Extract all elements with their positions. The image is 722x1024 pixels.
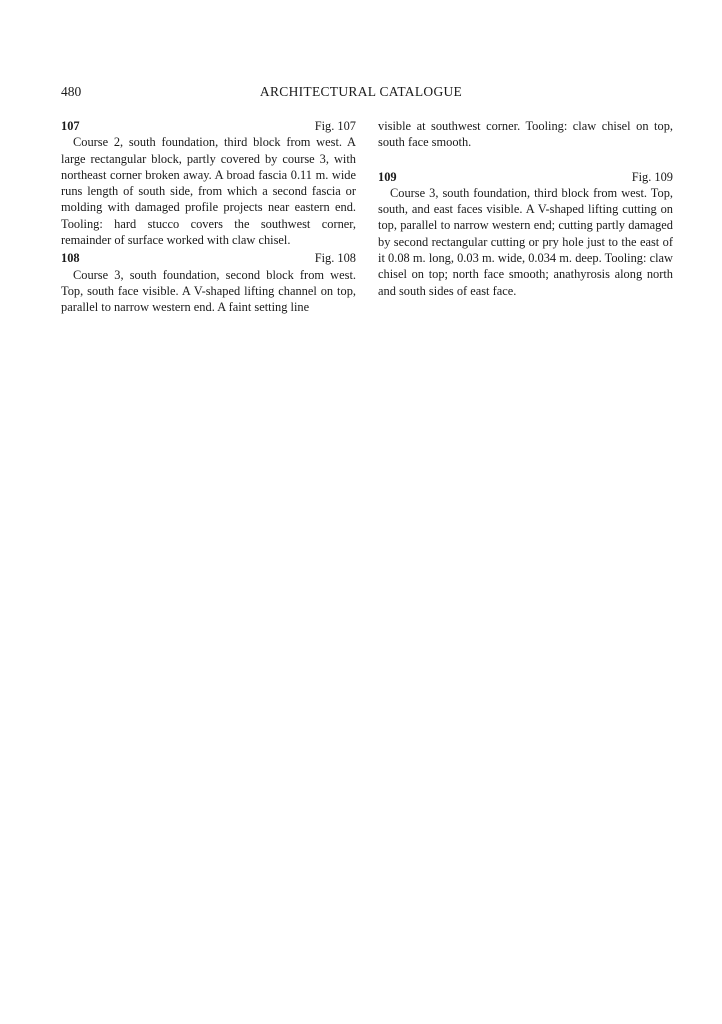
entry-108-continuation xyxy=(378,118,673,151)
entry-109 xyxy=(378,169,673,299)
left-column xyxy=(61,118,356,316)
entry-number: 109 xyxy=(378,169,397,184)
entry-heading xyxy=(378,169,673,185)
entry-text: Course 3, south foundation, second block from west. Top, south face visible. A V-shaped lifting channel on top, parallel to narrow western end. A faint setting line xyxy=(61,267,356,315)
entry-heading xyxy=(61,118,356,134)
entry-body xyxy=(61,134,356,248)
entry-text: Course 3, south foundation, third block from west. Top, south, and east faces visible. A V-shaped lifting cutting on top, parallel to narrow western end; cutting partly damaged by second rectangular cutting or pry hole just to the east of it 0.08 m. long, 0.03 m. wide, 0.034 m. deep. Tooling: claw chisel on top; north face smooth; anathyrosis along north and south sides of east face. xyxy=(378,185,673,298)
entry-107 xyxy=(61,118,356,248)
figure-reference: Fig. 109 xyxy=(631,169,673,184)
page-number: 480 xyxy=(61,84,82,99)
entry-108 xyxy=(61,250,356,315)
entry-text-continuation: visible at southwest corner. Tooling: claw chisel on top, south face smooth. xyxy=(378,119,673,150)
right-column xyxy=(378,118,673,299)
entry-text: Course 2, south foundation, third block from west. A large rectangular block, partly covered by course 3, with northeast corner broken away. A broad fascia 0.11 m. wide runs length of south side, from which a second fascia or molding with damaged profile projects near eastern end. Tooling: hard stucco covers the southwest corner, remainder of surface worked with claw chisel. xyxy=(61,135,356,248)
figure-reference: Fig. 107 xyxy=(314,119,356,133)
entry-number: 107 xyxy=(61,119,80,133)
entry-number: 108 xyxy=(61,251,80,266)
entry-body xyxy=(61,267,356,316)
running-title: ARCHITECTURAL CATALOGUE xyxy=(259,84,463,99)
figure-reference: Fig. 108 xyxy=(314,251,356,266)
entry-body xyxy=(378,185,673,299)
entry-heading xyxy=(61,250,356,266)
